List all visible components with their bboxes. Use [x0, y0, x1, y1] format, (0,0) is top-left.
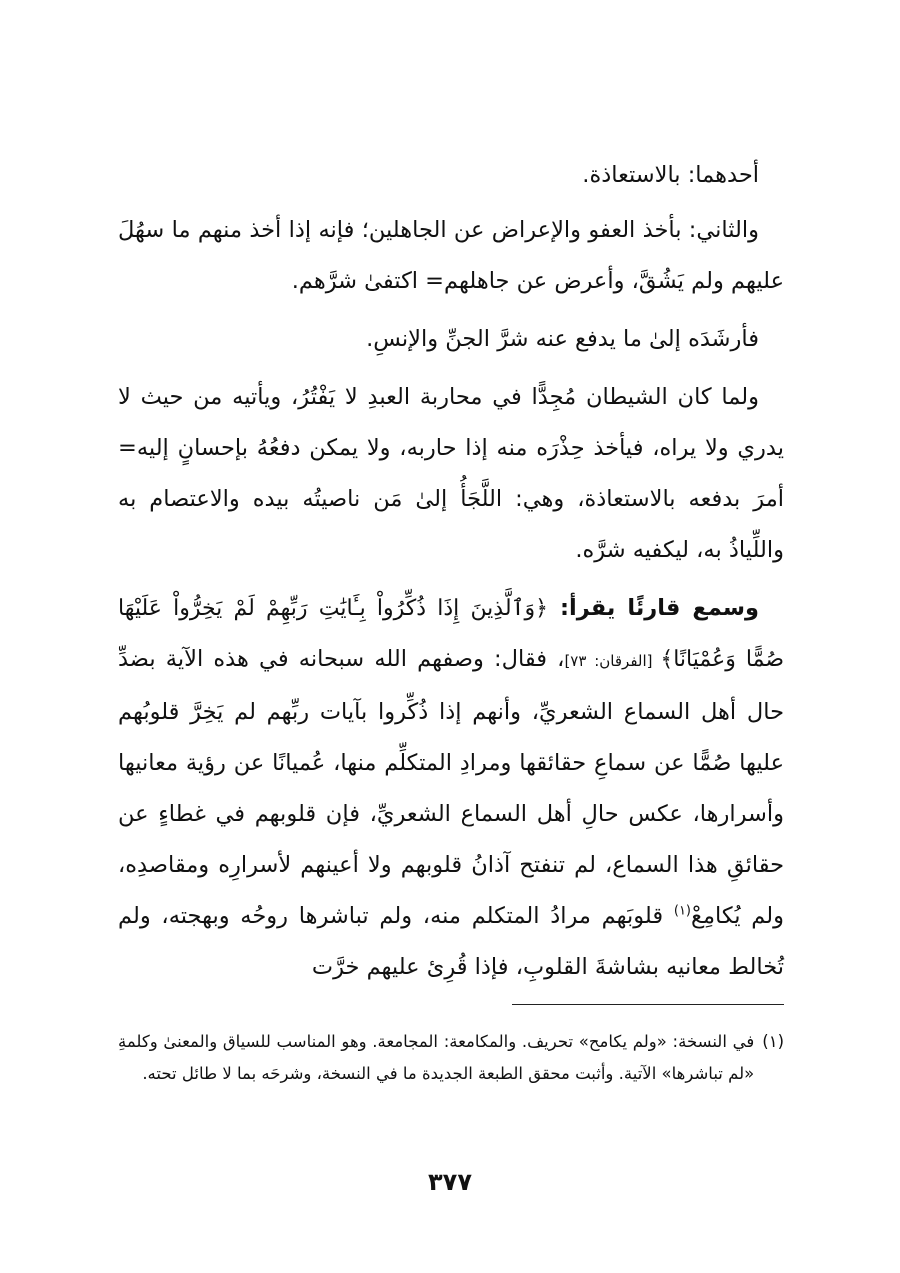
paragraph-guidance: فأرشَدَه إلىٰ ما يدفع عنه شرَّ الجنِّ والإنسِ. — [366, 326, 759, 352]
page-number: ٣٧٧ — [428, 1168, 472, 1196]
footnotes — [118, 1026, 784, 1090]
footnote-divider — [512, 1004, 784, 1005]
footnote-mark: (١) — [673, 903, 691, 919]
quran-verse: ﴿وَٱلَّذِينَ إِذَا ذُكِّرُواْ بِـَٔايَٰتِ رَبِّهِمْ لَمْ يَخِرُّواْ عَلَيْهَا صُمًّا وَعُمْيَانًا﴾ — [118, 596, 785, 672]
paragraph-reciter — [118, 583, 784, 993]
quran-reference: [الفرقان: ٧٣] — [564, 652, 661, 670]
paragraph-body-part-b: قلوبَهم مرادُ المتكلم منه، ولم تباشرها روحُه وبهجته، ولم تُخالط معانيه بشاشةَ القلوبِ، فإذا قُرِئ عليهم خرَّت — [118, 903, 784, 980]
main-text — [118, 150, 784, 1000]
footnote — [118, 1026, 784, 1090]
paragraph-first-method: أحدهما: بالاستعاذة. — [582, 162, 759, 188]
footnote-text: في النسخة: «ولم يكامح» تحريف. والمكامعة: المجامعة. وهو المناسب للسياق والمعنىٰ وكلمةِ «لم تباشرها» الآتية. وأثبت محقق الطبعة الجديدة ما في النسخة، وشرحَه بما لا طائل تحته. — [118, 1032, 755, 1083]
footnote-marker: (١) — [762, 1032, 784, 1051]
paragraph-lead: وسمع قارئًا يقرأ: — [547, 595, 759, 621]
paragraph-satan: ولما كان الشيطان مُجِدًّا في محاربة العبدِ لا يَفْتُرُ، ويأتيه من حيث لا يدري ولا يراه، فيأخذ حِذْرَه منه إذا حاربه، ولا يمكن دفعُهُ بإحسانٍ إليه= أمرَ بدفعه بالاستعاذة، وهي: اللَّجَأُ إلىٰ مَن ناصيتُه بيده والاعتصام به واللِّياذُ به، ليكفيه شرَّه. — [118, 384, 784, 563]
paragraph-second-method: والثاني: بأخذ العفو والإعراض عن الجاهلين؛ فإنه إذا أخذ منهم ما سهُلَ عليهم ولم يَشُقَّ، وأعرض عن جاهلهم= اكتفىٰ شرَّهم. — [118, 217, 784, 294]
paragraph-body-part-a: ، فقال: وصفهم الله سبحانه في هذه الآية بضدِّ حال أهل السماع الشعريِّ، وأنهم إذا ذُكِّروا بآيات ربِّهم لم يَخِرَّ قلوبُهم عليها صُمًّا عن سماعِ حقائقها ومرادِ المتكلِّم منها، عُميانًا عن رؤية معانيها وأسرارها، عكس حالِ أهل السماع الشعريِّ، فإن قلوبهم في غطاءٍ عن حقائقِ هذا السماع، لم تنفتح آذانُ قلوبهم ولا أعينهم لأسرارِه ومقاصدِه، ولم يُكامِعْ — [118, 646, 785, 929]
